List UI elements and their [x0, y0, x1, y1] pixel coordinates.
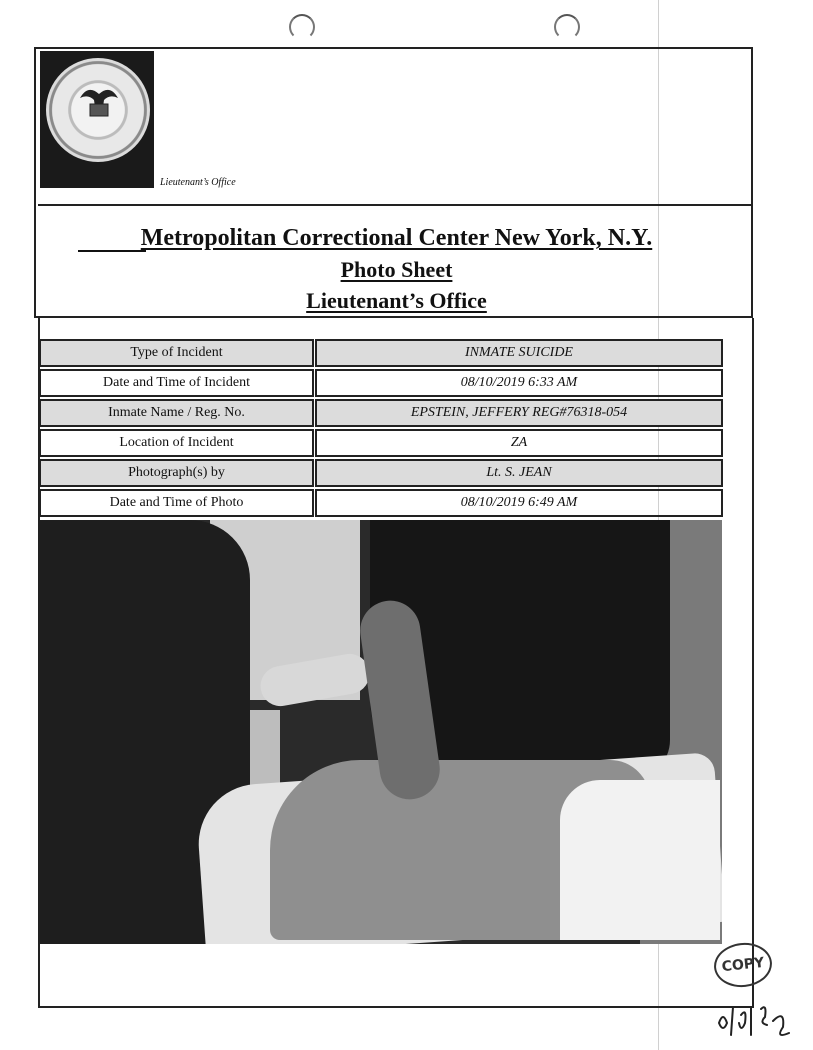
label-type: Type of Incident: [39, 339, 314, 367]
eagle-icon: [76, 78, 122, 124]
table-row-photographer: [39, 459, 724, 487]
label-location: Location of Incident: [39, 429, 314, 457]
copy-stamp: COPY: [712, 940, 774, 990]
punch-hole-right: [554, 14, 580, 40]
facility-title: Metropolitan Correctional Center New York, N.Y.: [140, 225, 653, 251]
header-divider: [38, 204, 753, 206]
value-photographer: Lt. S. JEAN: [315, 459, 723, 487]
table-row-type: [39, 339, 724, 367]
office-label: Lieutenant’s Office: [160, 177, 236, 188]
value-incident-datetime: 08/10/2019 6:33 AM: [315, 369, 723, 397]
table-row-photo-datetime: [39, 489, 724, 517]
office-title: Lieutenant’s Office: [306, 288, 487, 313]
value-location: ZA: [315, 429, 723, 457]
label-photo-datetime: Date and Time of Photo: [39, 489, 314, 517]
table-row-incident-datetime: [39, 369, 724, 397]
handwritten-date-signature: [715, 993, 795, 1043]
sheet-title: Photo Sheet: [340, 257, 453, 282]
incident-photo: [40, 520, 722, 944]
photo-sheet: [560, 780, 720, 940]
value-inmate: EPSTEIN, JEFFERY REG#76318-054: [315, 399, 723, 427]
table-row-location: [39, 429, 724, 457]
table-row-inmate: [39, 399, 724, 427]
value-type: INMATE SUICIDE: [315, 339, 723, 367]
value-photo-datetime: 08/10/2019 6:49 AM: [315, 489, 723, 517]
punch-hole-left: [289, 14, 315, 40]
label-inmate: Inmate Name / Reg. No.: [39, 399, 314, 427]
label-photographer: Photograph(s) by: [39, 459, 314, 487]
label-incident-datetime: Date and Time of Incident: [39, 369, 314, 397]
